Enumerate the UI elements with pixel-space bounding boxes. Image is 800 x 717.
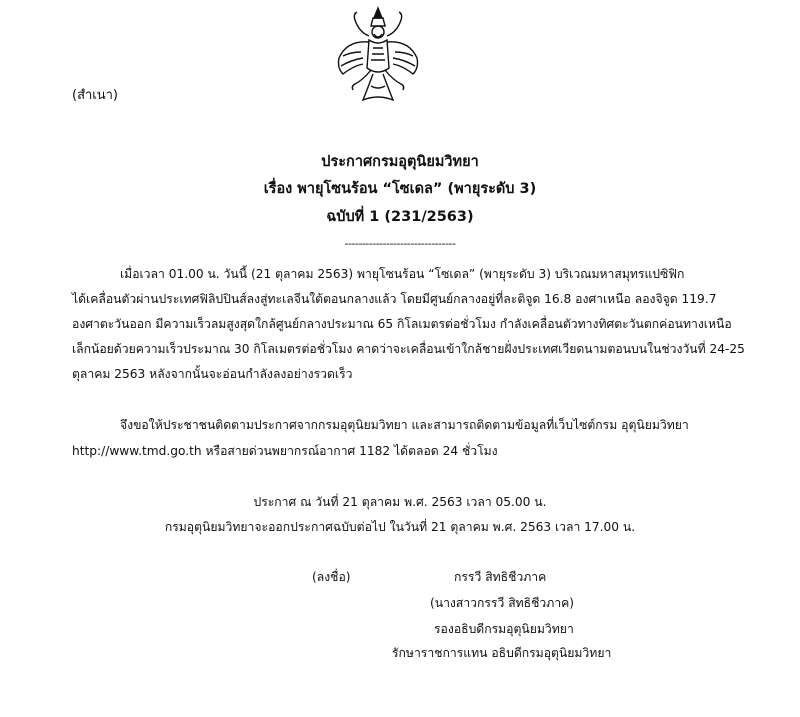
next-issue-notice: กรมอุตุนิยมวิทยาจะออกประกาศฉบับต่อไป ในวันที่ 21 ตุลาคม พ.ศ. 2563 เวลา 17.00 น.	[164, 520, 636, 534]
announced-date: ประกาศ ณ วันที่ 21 ตุลาคม พ.ศ. 2563 เวลา 05.00 น.	[253, 495, 547, 509]
announcement-issue: ฉบับที่ 1 (231/2563)	[326, 209, 474, 225]
paragraph-line: เมื่อเวลา 01.00 น. วันนี้ (21 ตุลาคม 2563) พายุโซนร้อน “โซเดล” (พายุระดับ 3) บริเวณมหาสมุทรแปซิฟิก	[120, 267, 685, 281]
paragraph-line: ได้เคลื่อนตัวผ่านประเทศฟิลิปปินส์ลงสู่ทะเลจีนใต้ตอนกลางแล้ว โดยมีศูนย์กลางอยู่ที่ละติจูด 16.8 องศาเหนือ ลองจิจูด 119.7	[72, 292, 717, 306]
paragraph-line: จึงขอให้ประชาชนติดตามประกาศจากกรมอุตุนิยมวิทยา และสามารถติดตามข้อมูลที่เว็บไซต์กรม อุตุนิยมวิทยา	[120, 418, 689, 432]
announcement-subject: เรื่อง พายุโซนร้อน “โซเดล” (พายุระดับ 3)	[263, 181, 537, 197]
paragraph-line: ตุลาคม 2563 หลังจากนั้นจะอ่อนกำลังลงอย่างรวดเร็ว	[72, 367, 353, 381]
garuda-emblem-icon	[333, 6, 423, 104]
signer-acting-position: รักษาราชการแทน อธิบดีกรมอุตุนิยมวิทยา	[392, 646, 612, 660]
paragraph-line: องศาตะวันออก มีความเร็วลมสูงสุดใกล้ศูนย์กลางประมาณ 65 กิโลเมตรต่อชั่วโมง กำลังเคลื่อนตัวทางทิศตะวันตกค่อนทางเหนือ	[72, 317, 732, 331]
paragraph-line: เล็กน้อยด้วยความเร็วประมาณ 30 กิโลเมตรต่อชั่วโมง คาดว่าจะเคลื่อนเข้าใกล้ชายฝั่งประเทศเวียดนามตอนบนในช่วงวันที่ 24-25	[72, 342, 745, 356]
signer-position: รองอธิบดีกรมอุตุนิยมวิทยา	[434, 622, 574, 636]
copy-label: (สำเนา)	[72, 88, 119, 103]
signer-full-name: (นางสาวกรรวี สิทธิชีวภาค)	[430, 596, 575, 610]
paragraph-line: http://www.tmd.go.th หรือสายด่วนพยากรณ์อากาศ 1182 ได้ตลอด 24 ชั่วโมง	[72, 444, 498, 458]
divider: --------------------------------	[344, 237, 456, 250]
signer-name: กรรวี สิทธิชีวภาค	[454, 570, 547, 584]
announcement-title: ประกาศกรมอุตุนิยมวิทยา	[321, 154, 479, 170]
sign-label: (ลงชื่อ)	[312, 570, 351, 584]
